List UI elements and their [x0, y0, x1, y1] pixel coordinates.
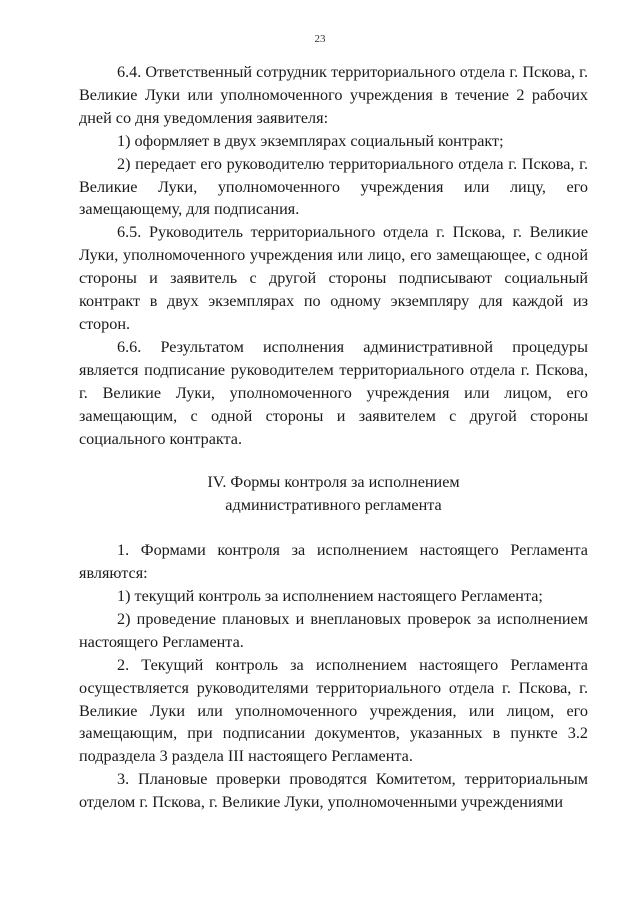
page-number: 23 — [314, 33, 326, 45]
paragraph-6-5: 6.5. Руководитель территориального отдела г. Пскова, г. Великие Луки, уполномоченного учреждения или лицо, его замещающее, с одной стороны и заявитель с другой стороны подписывают социальный контракт в двух экземплярах по одному экземпляру для каждой из сторон. — [79, 223, 588, 333]
paragraph-6-6: 6.6. Результатом исполнения административной процедуры является подписание руководителем территориального отдела г. Пскова, г. Великие Луки, уполномоченного учреждения или лицом, его замещающим, с одной стороны и заявителем с другой стороны социального контракта. — [79, 337, 588, 448]
section-heading-line-2: административного регламента — [225, 496, 442, 515]
list-item-1-control: 1) текущий контроль за исполнением настоящего Регламента; — [117, 587, 543, 606]
paragraph-2: 2. Текущий контроль за исполнением настоящего Регламента осуществляется руководителями территориального отдела г. Пскова, г. Великие Луки или уполномоченного учреждения, или лицом, его замещающим, при подписании документов, указанных в пункте 3.2 подраздела 3 раздела III настоящего Регламента. — [79, 655, 588, 766]
section-heading-line-1: IV. Формы контроля за исполнением — [207, 473, 460, 492]
paragraph-3: 3. Плановые проверки проводятся Комитетом, территориальным отделом г. Пскова, г. Великие Луки, уполномоченными учреждениями — [79, 770, 588, 812]
list-item-1: 1) оформляет в двух экземплярах социальный контракт; — [117, 131, 504, 150]
document-body — [79, 61, 588, 814]
paragraph-1: 1. Формами контроля за исполнением настоящего Регламента являются: — [79, 541, 588, 583]
list-item-2: 2) передает его руководителю территориального отдела г. Пскова, г. Великие Луки, уполномоченного учреждения или лицу, его замещающему, для подписания. — [79, 154, 588, 219]
list-item-2-inspections: 2) проведение плановых и внеплановых проверок за исполнением настоящего Регламента. — [79, 609, 588, 651]
section-heading — [79, 471, 588, 517]
paragraph-6-4: 6.4. Ответственный сотрудник территориального отдела г. Пскова, г. Великие Луки или уполномоченного учреждения в течение 2 рабочих дней со дня уведомления заявителя: — [79, 63, 588, 127]
